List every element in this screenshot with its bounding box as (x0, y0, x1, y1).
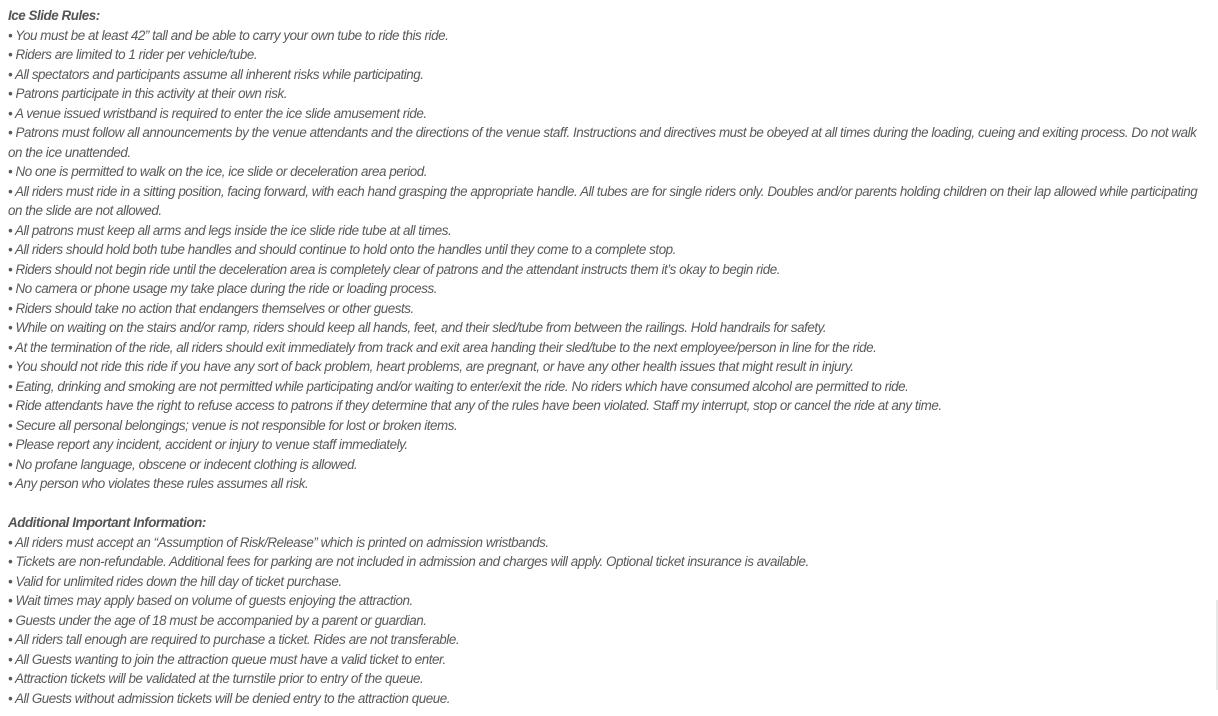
info-item: • All Guests without admission tickets will be denied entry to the attraction queue. (8, 690, 451, 706)
info-item: • All riders must accept an “Assumption of Risk/Release” which is printed on admission wristbands. (8, 534, 549, 550)
info-item: • All riders tall enough are required to purchase a ticket. Rides are not transferable. (8, 632, 460, 647)
rule-item: • All riders should hold both tube handles and should continue to hold onto the handles until they come to a complete stop. (8, 242, 676, 257)
rule-item: • No camera or phone usage my take place during the ride or loading process. (8, 281, 438, 296)
rule-item: • You should not ride this ride if you have any sort of back problem, heart problems, are pregnant, or have any other health issues that might result in injury. (8, 359, 854, 374)
additional-info-heading: Additional Important Information: (8, 515, 206, 530)
rule-item: • All riders must ride in a sitting position, facing forward, with each hand grasping the appropriate handle. All tubes are for single riders only. Doubles and/or parents holding children on their lap allowed while participating on the slide are not allowed. (8, 183, 1198, 218)
ice-slide-rules-heading: Ice Slide Rules: (8, 8, 100, 23)
rule-item: • You must be at least 42” tall and be able to carry your own tube to ride this ride. (8, 27, 449, 43)
info-item: • Attraction tickets will be validated at the turnstile prior to entry of the queue. (8, 671, 424, 686)
rule-item: • Eating, drinking and smoking are not permitted while participating and/or waiting to enter/exit the ride. No riders which have consumed alcohol are permitted to ride. (8, 378, 909, 394)
rule-item: • Riders are limited to 1 rider per vehicle/tube. (8, 47, 258, 62)
section-spacer (8, 494, 1212, 514)
rule-item: • All patrons must keep all arms and legs inside the ice slide ride tube at all times. (8, 222, 452, 238)
info-item: • All Guests wanting to join the attraction queue must have a valid ticket to enter. (8, 651, 446, 667)
rule-item: • No profane language, obscene or indecent clothing is allowed. (8, 456, 358, 472)
info-item: • Guests under the age of 18 must be accompanied by a parent or guardian. (8, 612, 427, 628)
rule-item: • Patrons must follow all announcements by the venue attendants and the directions of the venue staff. Instructions and directives must be obeyed at all times during the loading, cueing and exiting process. Do not walk on the ice unattended. (8, 125, 1197, 160)
rule-item: • At the termination of the ride, all riders should exit immediately from track and exit area handing their sled/tube to the next employee/person in line for the ride. (8, 339, 877, 355)
rule-item: • No one is permitted to walk on the ice, ice slide or deceleration area period. (8, 164, 428, 179)
rule-item: • All spectators and participants assume all inherent risks while participating. (8, 66, 424, 82)
rule-item: • Ride attendants have the right to refuse access to patrons if they determine that any of the rules have been violated. Staff my interrupt, stop or cancel the ride at any time. (8, 398, 942, 413)
rule-item: • Secure all personal belongings; venue is not responsible for lost or broken items. (8, 417, 458, 433)
rule-item: • Patrons participate in this activity at their own risk. (8, 86, 287, 101)
additional-info-list (8, 533, 1212, 709)
rule-item: • Any person who violates these rules assumes all risk. (8, 476, 309, 491)
rule-item: • A venue issued wristband is required to enter the ice slide amusement ride. (8, 105, 427, 121)
rule-item: • Riders should not begin ride until the deceleration area is completely clear of patrons and the attendant instructs them it’s okay to begin ride. (8, 261, 780, 277)
rule-item: • Please report any incident, accident or injury to venue staff immediately. (8, 437, 408, 452)
info-item: • Valid for unlimited rides down the hill day of ticket purchase. (8, 573, 342, 589)
rule-item: • Riders should take no action that endangers themselves or other guests. (8, 300, 414, 316)
ice-slide-rules-list (8, 26, 1212, 494)
info-item: • Wait times may apply based on volume of guests enjoying the attraction. (8, 593, 413, 608)
rules-document (8, 6, 1212, 708)
info-item: • Tickets are non-refundable. Additional fees for parking are not included in admission and charges will apply. Optional ticket insurance is available. (8, 554, 809, 569)
rule-item: • While on waiting on the stairs and/or ramp, riders should keep all hands, feet, and their sled/tube from between the railings. Hold handrails for safety. (8, 320, 827, 335)
